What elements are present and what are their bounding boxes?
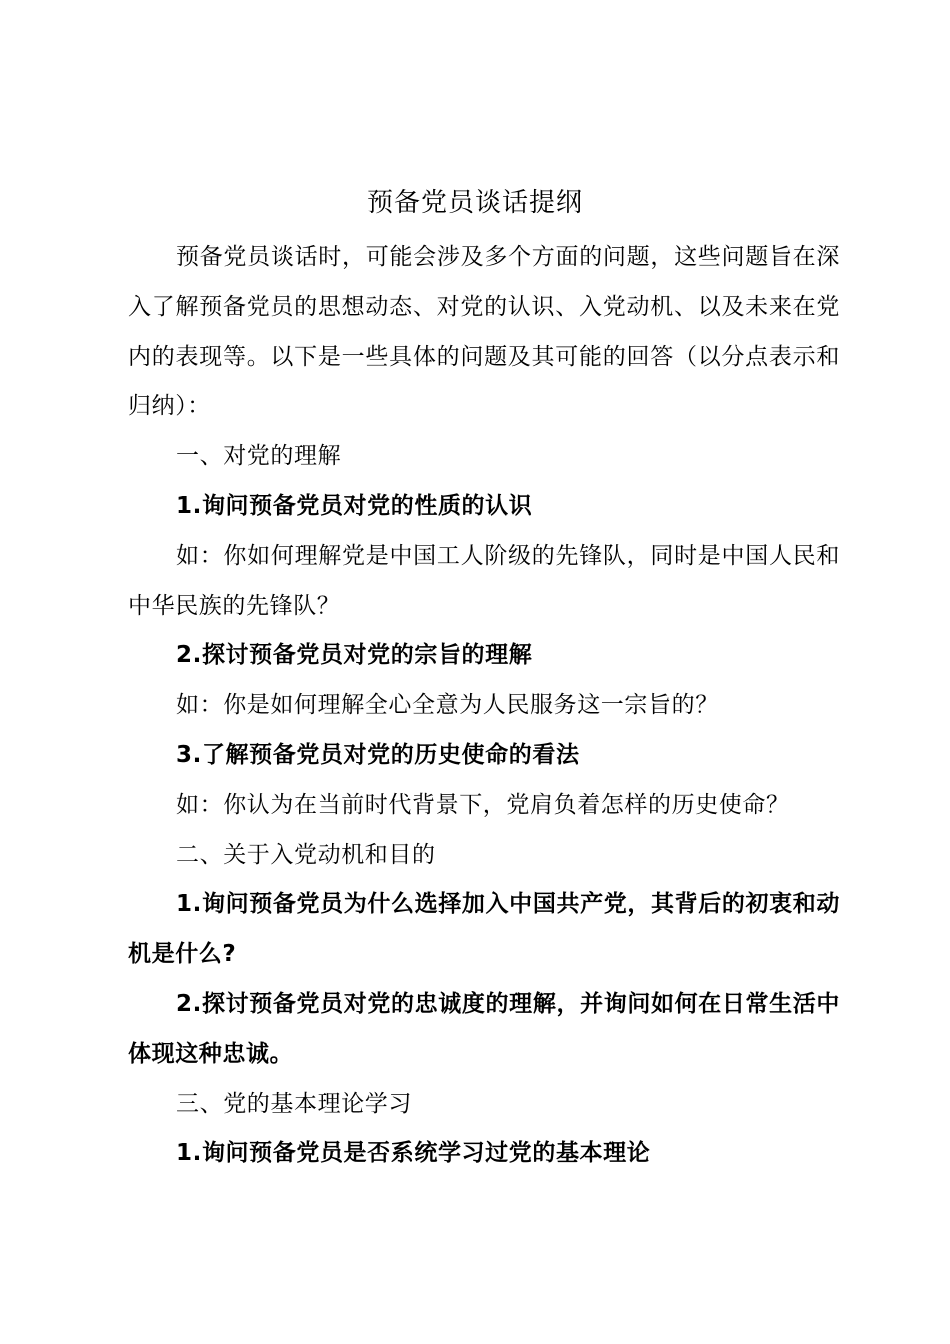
section-heading-1: 一、对党的理解 [176, 443, 342, 470]
question-heading-1-3: 3.了解预备党员对党的历史使命的看法 [176, 741, 580, 768]
document-body [128, 233, 840, 1179]
document-title: 预备党员谈话提纲 [366, 188, 583, 218]
section-heading-2: 二、关于入党动机和目的 [176, 841, 436, 868]
question-heading-3-1: 1.询问预备党员是否系统学习过党的基本理论 [176, 1140, 651, 1167]
example-paragraph-1-1: 如：你如何理解党是中国工人阶级的先锋队，同时是中国人民和中华民族的先锋队？ [128, 542, 840, 619]
example-paragraph-1-2: 如：你是如何理解全心全意为人民服务这一宗旨的？ [176, 692, 719, 719]
question-heading-2-1: 1.询问预备党员为什么选择加入中国共产党，其背后的初衷和动机是什么? [128, 891, 840, 968]
question-heading-2-2: 2.探讨预备党员对党的忠诚度的理解，并询问如何在日常生活中体现这种忠诚。 [128, 990, 840, 1067]
question-heading-1-2: 2.探讨预备党员对党的宗旨的理解 [176, 642, 533, 669]
question-heading-1-1: 1.询问预备党员对党的性质的认识 [176, 492, 533, 519]
intro-paragraph: 预备党员谈话时，可能会涉及多个方面的问题，这些问题旨在深入了解预备党员的思想动态、对党的认识、入党动机、以及未来在党内的表现等。以下是一些具体的问题及其可能的回答（以分点表示和归纳）： [128, 244, 840, 420]
example-paragraph-1-3: 如：你认为在当前时代背景下，党肩负着怎样的历史使命？ [176, 791, 790, 818]
section-heading-3: 三、党的基本理论学习 [176, 1090, 412, 1117]
